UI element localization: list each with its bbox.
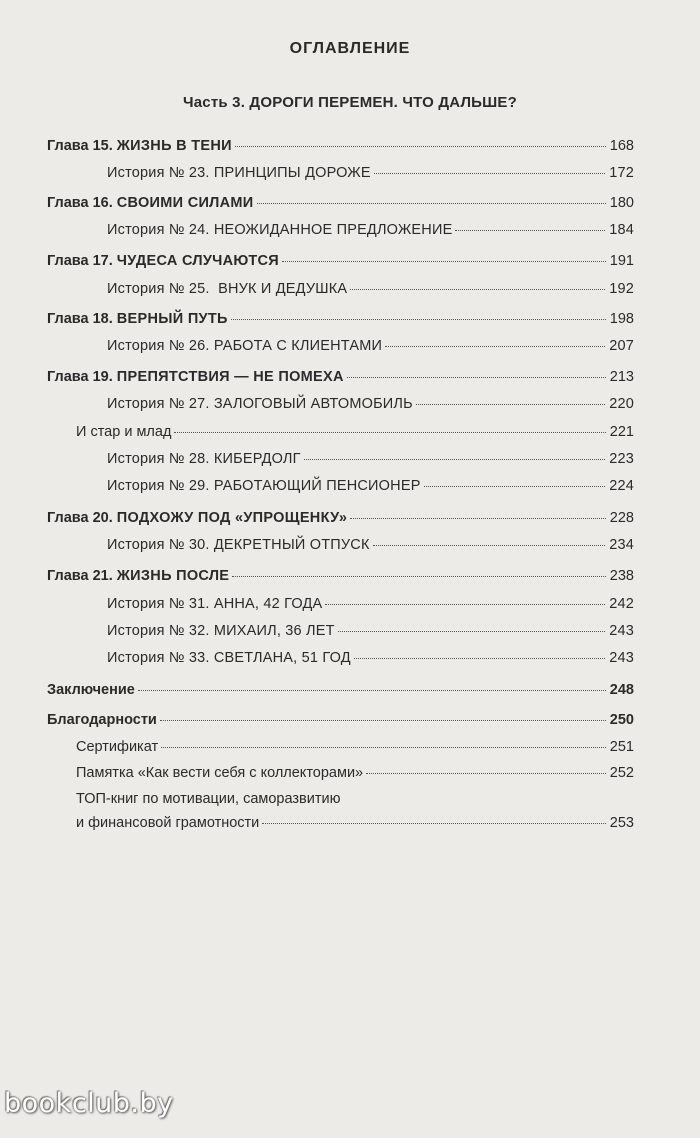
dot-leader — [366, 773, 606, 774]
entry-title: ПРЕПЯТСТВИЯ — НЕ ПОМЕХА — [116, 369, 344, 385]
entry-title: ПРИНЦИПЫ ДОРОЖЕ — [213, 165, 371, 181]
toc-entry-story-31 — [107, 594, 634, 614]
toc-entry-section — [76, 422, 634, 442]
entry-page: 224 — [609, 478, 634, 494]
entry-title: И стар и млад — [76, 424, 172, 440]
entry-page: 228 — [609, 510, 634, 526]
entry-page: 248 — [609, 682, 634, 698]
dot-leader — [325, 604, 605, 605]
entry-page: 192 — [609, 281, 634, 297]
entry-title: МИХАИЛ, 36 ЛЕТ — [213, 623, 335, 639]
entry-title: ЖИЗНЬ В ТЕНИ — [116, 138, 232, 154]
dot-leader — [160, 720, 606, 721]
toc-entry-story-32 — [107, 621, 634, 641]
entry-page: 234 — [609, 537, 634, 553]
dot-leader — [373, 545, 606, 546]
entry-label: История № 24. — [107, 222, 210, 238]
dot-leader — [374, 173, 605, 174]
entry-page: 221 — [609, 424, 634, 440]
toc-entry-story-26 — [107, 336, 634, 356]
toc-entry-story-25 — [107, 279, 634, 299]
dot-leader — [262, 823, 606, 824]
toc-entry-conclusion — [47, 680, 634, 700]
entry-title: ЗАЛОГОВЫЙ АВТОМОБИЛЬ — [213, 396, 413, 412]
entry-page: 198 — [609, 311, 634, 327]
dot-leader — [350, 289, 605, 290]
entry-title: Заключение — [47, 682, 135, 698]
toc-entry-top-books — [76, 813, 634, 833]
entry-page: 220 — [609, 396, 634, 412]
entry-label: История № 31. — [107, 596, 210, 612]
watermark: bookclub.by — [4, 1088, 174, 1119]
entry-page: 191 — [609, 253, 634, 269]
entry-title: Сертификат — [76, 739, 159, 755]
part-title: Часть 3. ДОРОГИ ПЕРЕМЕН. ЧТО ДАЛЬШЕ? — [183, 94, 517, 111]
toc-heading: ОГЛАВЛЕНИЕ — [289, 40, 411, 57]
entry-page: 250 — [609, 712, 634, 728]
dot-leader — [338, 631, 606, 632]
entry-page: 238 — [609, 568, 634, 584]
entry-title: Благодарности — [47, 712, 157, 728]
toc-entry-story-33 — [107, 648, 634, 668]
entry-label: Глава 15. — [47, 138, 113, 154]
entry-label: История № 27. — [107, 396, 210, 412]
entry-label: История № 26. — [107, 338, 210, 354]
dot-leader — [424, 486, 606, 487]
toc-entry-chapter-15 — [47, 136, 634, 156]
toc-entry-chapter-19 — [47, 367, 634, 387]
entry-page: 213 — [609, 369, 634, 385]
dot-leader — [232, 576, 606, 577]
entry-label: История № 28. — [107, 451, 210, 467]
entry-page: 184 — [609, 222, 634, 238]
toc-entry-chapter-17 — [47, 251, 634, 271]
entry-title: ВНУК И ДЕДУШКА — [218, 281, 348, 297]
dot-leader — [231, 319, 606, 320]
dot-leader — [257, 203, 606, 204]
dot-leader — [455, 230, 605, 231]
entry-page: 253 — [609, 815, 634, 831]
entry-label: История № 25. — [107, 281, 210, 297]
dot-leader — [138, 690, 606, 691]
dot-leader — [235, 146, 606, 147]
entry-label: Глава 21. — [47, 568, 113, 584]
entry-title: ДЕКРЕТНЫЙ ОТПУСК — [213, 537, 370, 553]
entry-title: КИБЕРДОЛГ — [213, 451, 301, 467]
entry-label: Глава 19. — [47, 369, 113, 385]
entry-title: СВЕТЛАНА, 51 ГОД — [213, 650, 351, 666]
entry-title: РАБОТАЮЩИЙ ПЕНСИОНЕР — [213, 478, 421, 494]
entry-title: ЖИЗНЬ ПОСЛЕ — [116, 568, 230, 584]
toc-entry-story-29 — [107, 476, 634, 496]
toc-entry-story-28 — [107, 449, 634, 469]
entry-label: История № 23. — [107, 165, 210, 181]
toc-entry-story-24 — [107, 220, 634, 240]
toc-entry-story-23 — [107, 163, 634, 183]
toc-entry-chapter-21 — [47, 566, 634, 586]
entry-page: 251 — [609, 739, 634, 755]
toc-entry-chapter-16 — [47, 193, 634, 213]
toc-entry-chapter-20 — [47, 508, 634, 528]
toc-entry-story-30 — [107, 535, 634, 555]
entry-page: 243 — [609, 623, 634, 639]
entry-page: 172 — [609, 165, 634, 181]
entry-label: История № 30. — [107, 537, 210, 553]
entry-title: ЧУДЕСА СЛУЧАЮТСЯ — [116, 253, 279, 269]
dot-leader — [347, 377, 606, 378]
dot-leader — [304, 459, 605, 460]
entry-page: 180 — [609, 195, 634, 211]
entry-title: и финансовой грамотности — [76, 815, 260, 831]
toc-entry-story-27 — [107, 394, 634, 414]
entry-title: ПОДХОЖУ ПОД «УПРОЩЕНКУ» — [116, 510, 348, 526]
entry-title: АННА, 42 ГОДА — [213, 596, 323, 612]
entry-title: СВОИМИ СИЛАМИ — [116, 195, 254, 211]
dot-leader — [350, 518, 606, 519]
entry-title: ВЕРНЫЙ ПУТЬ — [116, 311, 228, 327]
entry-title: Памятка «Как вести себя с коллекторами» — [76, 765, 364, 781]
entry-label: Глава 20. — [47, 510, 113, 526]
entry-label: История № 29. — [107, 478, 210, 494]
dot-leader — [282, 261, 606, 262]
entry-page: 223 — [609, 451, 634, 467]
entry-label: История № 32. — [107, 623, 210, 639]
toc-entry-certificate — [76, 737, 634, 757]
entry-page: 207 — [609, 338, 634, 354]
entry-title: РАБОТА С КЛИЕНТАМИ — [213, 338, 383, 354]
entry-label: Глава 17. — [47, 253, 113, 269]
toc-entry-acknowledgements — [47, 710, 634, 730]
entry-page: 168 — [609, 138, 634, 154]
entry-label: Глава 18. — [47, 311, 113, 327]
entry-page: 252 — [609, 765, 634, 781]
dot-leader — [161, 747, 606, 748]
toc-entry-chapter-18 — [47, 309, 634, 329]
dot-leader — [385, 346, 605, 347]
toc-entry-memo — [76, 763, 634, 783]
entry-page: 242 — [609, 596, 634, 612]
dot-leader — [416, 404, 605, 405]
toc-entry-top-books-line1: ТОП-книг по мотивации, саморазвитию — [76, 791, 341, 807]
entry-label: История № 33. — [107, 650, 210, 666]
dot-leader — [174, 432, 605, 433]
entry-label: Глава 16. — [47, 195, 113, 211]
dot-leader — [354, 658, 605, 659]
entry-title: НЕОЖИДАННОЕ ПРЕДЛОЖЕНИЕ — [213, 222, 453, 238]
entry-page: 243 — [609, 650, 634, 666]
